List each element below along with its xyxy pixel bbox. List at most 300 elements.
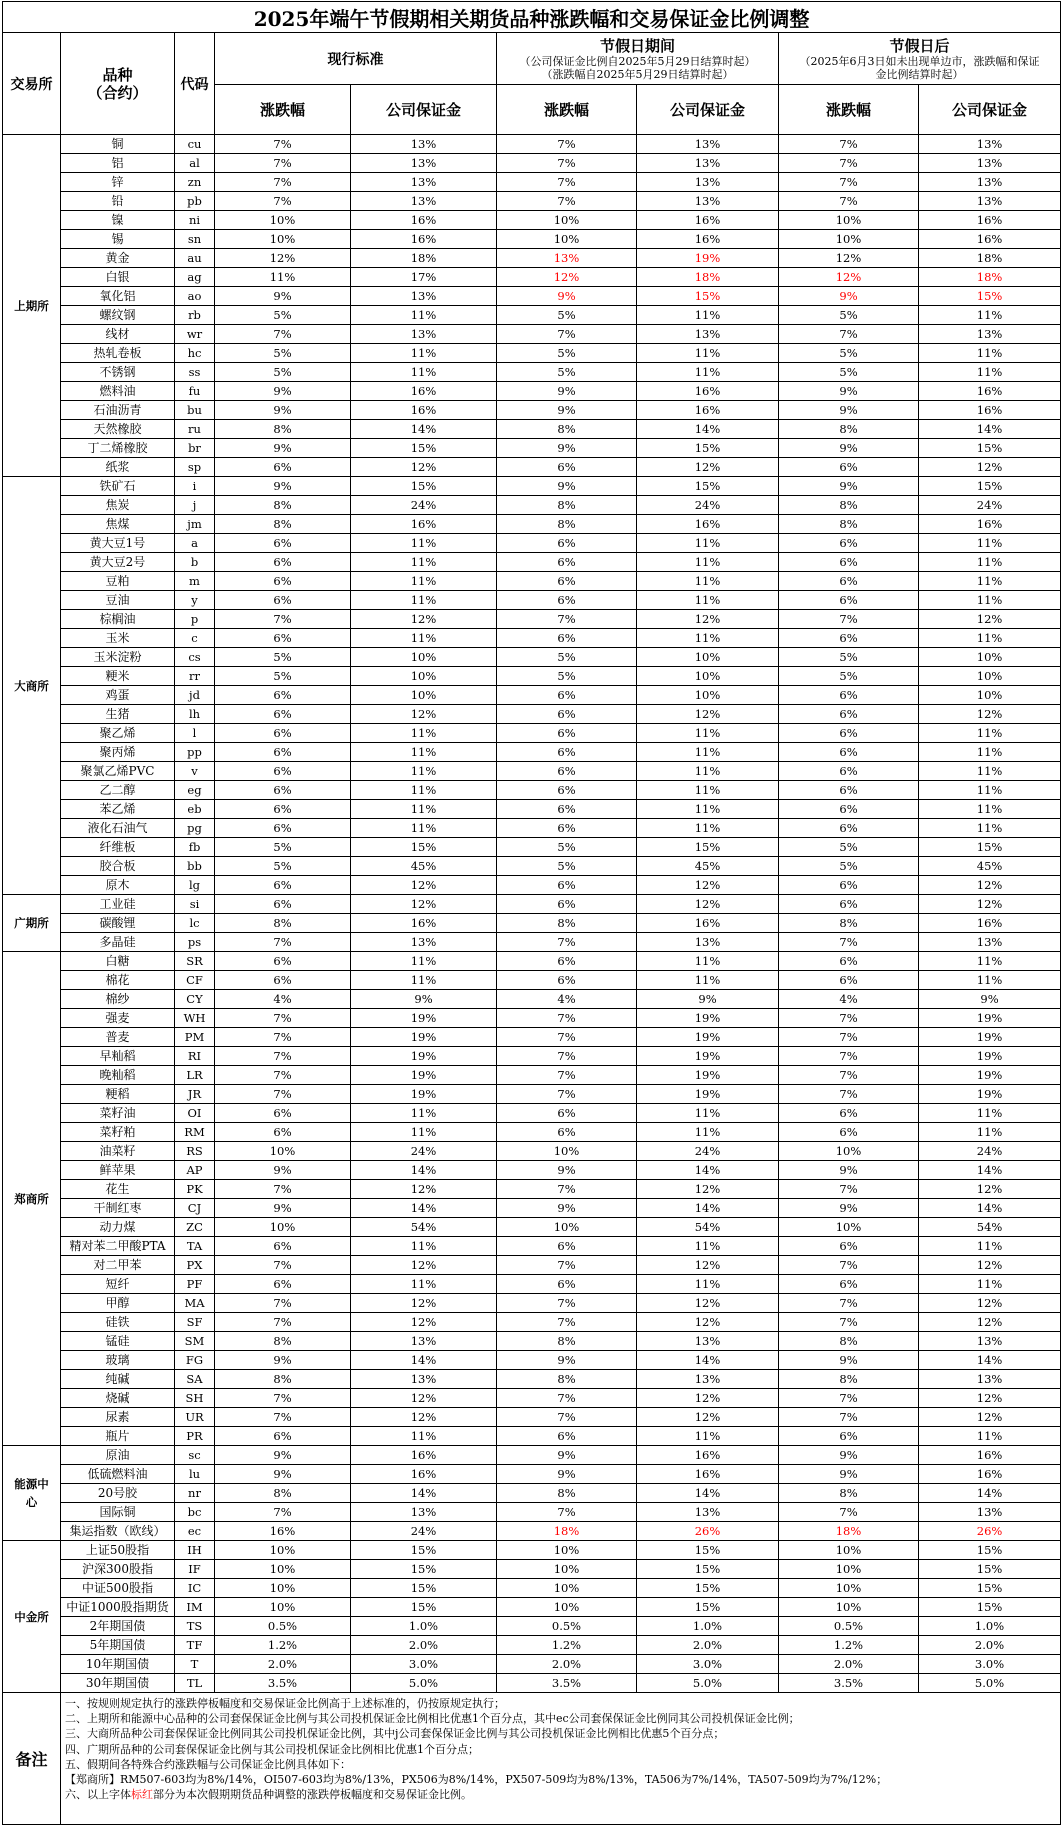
current-limit-cell: 5% [215, 648, 351, 667]
current-limit-cell: 10% [215, 1142, 351, 1161]
holiday-limit-cell: 3.5% [497, 1674, 637, 1693]
variety-code: ZC [175, 1218, 215, 1237]
holiday-margin-cell: 11% [637, 591, 779, 610]
header-current-margin: 公司保证金 [351, 85, 497, 135]
note-line: 【郑商所】RM507-603均为8%/14%，OI507-603均为8%/13%，PX506为8%/14%，PX507-509均为8%/13%，TA506为7%/14%，TA507-509均为7%/12%； [65, 1773, 888, 1787]
after-margin-cell: 15% [919, 1541, 1061, 1560]
variety-name: 30年期国债 [61, 1674, 175, 1693]
holiday-limit-cell: 5% [497, 857, 637, 876]
current-limit-cell: 7% [215, 1066, 351, 1085]
after-limit-cell: 7% [779, 1047, 919, 1066]
variety-code: m [175, 572, 215, 591]
current-margin-cell: 11% [351, 971, 497, 990]
variety-code: JR [175, 1085, 215, 1104]
current-limit-cell: 8% [215, 496, 351, 515]
current-limit-cell: 10% [215, 1579, 351, 1598]
after-limit-cell: 10% [779, 1218, 919, 1237]
variety-code: RI [175, 1047, 215, 1066]
holiday-margin-cell: 15% [637, 1560, 779, 1579]
table-row [3, 705, 1061, 724]
current-limit-cell: 8% [215, 420, 351, 439]
variety-name: 白银 [61, 268, 175, 287]
header-after-note2: 金比例结算时起） [875, 67, 964, 81]
after-margin-cell: 11% [919, 971, 1061, 990]
variety-name: 20号胶 [61, 1484, 175, 1503]
after-limit-cell: 7% [779, 1294, 919, 1313]
holiday-limit-cell: 6% [497, 952, 637, 971]
variety-name: 花生 [61, 1180, 175, 1199]
variety-code: zn [175, 173, 215, 192]
variety-name: 锡 [61, 230, 175, 249]
after-limit-cell: 9% [779, 401, 919, 420]
header-current-limit: 涨跌幅 [215, 85, 351, 135]
current-limit-cell: 7% [215, 610, 351, 629]
holiday-margin-cell: 12% [637, 1389, 779, 1408]
after-margin-cell: 11% [919, 743, 1061, 762]
current-margin-cell: 12% [351, 1256, 497, 1275]
holiday-limit-cell: 10% [497, 1218, 637, 1237]
current-limit-cell: 6% [215, 1237, 351, 1256]
after-margin-cell: 5.0% [919, 1674, 1061, 1693]
holiday-limit-cell: 9% [497, 439, 637, 458]
after-margin-cell: 12% [919, 895, 1061, 914]
table-row [3, 781, 1061, 800]
variety-name: 铜 [61, 135, 175, 154]
after-limit-cell: 7% [779, 933, 919, 952]
variety-code: eb [175, 800, 215, 819]
variety-code: i [175, 477, 215, 496]
holiday-margin-cell: 15% [637, 1579, 779, 1598]
after-margin-cell: 19% [919, 1028, 1061, 1047]
variety-code: pg [175, 819, 215, 838]
current-margin-cell: 11% [351, 743, 497, 762]
current-margin-cell: 16% [351, 914, 497, 933]
variety-code: SF [175, 1313, 215, 1332]
after-limit-cell: 5% [779, 667, 919, 686]
holiday-limit-cell: 8% [497, 1370, 637, 1389]
table-row [3, 1541, 1061, 1560]
current-limit-cell: 10% [215, 1218, 351, 1237]
table-row [3, 1180, 1061, 1199]
variety-code: CF [175, 971, 215, 990]
holiday-limit-cell: 6% [497, 629, 637, 648]
variety-name: 纯碱 [61, 1370, 175, 1389]
table-row [3, 724, 1061, 743]
current-limit-cell: 6% [215, 1427, 351, 1446]
current-margin-cell: 11% [351, 591, 497, 610]
after-limit-cell: 10% [779, 1598, 919, 1617]
table-row [3, 629, 1061, 648]
holiday-limit-cell: 7% [497, 1503, 637, 1522]
current-margin-cell: 10% [351, 667, 497, 686]
variety-code: T [175, 1655, 215, 1674]
current-limit-cell: 7% [215, 154, 351, 173]
holiday-limit-cell: 7% [497, 1047, 637, 1066]
current-margin-cell: 16% [351, 211, 497, 230]
table-row [3, 192, 1061, 211]
current-limit-cell: 10% [215, 1560, 351, 1579]
table-row [3, 382, 1061, 401]
holiday-limit-cell: 6% [497, 743, 637, 762]
holiday-margin-cell: 24% [637, 1142, 779, 1161]
header-variety-label: 品种 [102, 65, 133, 84]
current-limit-cell: 7% [215, 1180, 351, 1199]
current-margin-cell: 11% [351, 800, 497, 819]
holiday-margin-cell: 14% [637, 1484, 779, 1503]
holiday-margin-cell: 11% [637, 800, 779, 819]
variety-name: 纤维板 [61, 838, 175, 857]
current-margin-cell: 13% [351, 135, 497, 154]
variety-code: PF [175, 1275, 215, 1294]
holiday-limit-cell: 12% [497, 268, 637, 287]
table-row [3, 401, 1061, 420]
current-limit-cell: 1.2% [215, 1636, 351, 1655]
current-limit-cell: 6% [215, 895, 351, 914]
variety-name: 白糖 [61, 952, 175, 971]
current-margin-cell: 19% [351, 1047, 497, 1066]
after-limit-cell: 9% [779, 287, 919, 306]
variety-code: lg [175, 876, 215, 895]
after-margin-cell: 19% [919, 1085, 1061, 1104]
after-limit-cell: 8% [779, 1332, 919, 1351]
after-margin-cell: 3.0% [919, 1655, 1061, 1674]
after-margin-cell: 15% [919, 477, 1061, 496]
variety-name: 玻璃 [61, 1351, 175, 1370]
current-margin-cell: 12% [351, 1313, 497, 1332]
variety-name: 乙二醇 [61, 781, 175, 800]
after-margin-cell: 11% [919, 534, 1061, 553]
holiday-limit-cell: 9% [497, 1199, 637, 1218]
holiday-limit-cell: 7% [497, 1180, 637, 1199]
exchange-name: 广期所 [3, 895, 61, 952]
holiday-margin-cell: 19% [637, 1066, 779, 1085]
after-margin-cell: 24% [919, 496, 1061, 515]
after-margin-cell: 26% [919, 1522, 1061, 1541]
variety-code: b [175, 553, 215, 572]
header-exchange: 交易所 [3, 33, 61, 135]
table-row [3, 496, 1061, 515]
holiday-margin-cell: 11% [637, 762, 779, 781]
holiday-margin-cell: 11% [637, 952, 779, 971]
after-limit-cell: 8% [779, 1370, 919, 1389]
current-margin-cell: 16% [351, 382, 497, 401]
current-limit-cell: 6% [215, 819, 351, 838]
after-margin-cell: 13% [919, 135, 1061, 154]
current-limit-cell: 6% [215, 781, 351, 800]
header-after [779, 33, 1061, 85]
variety-name: 集运指数（欧线） [61, 1522, 175, 1541]
after-margin-cell: 16% [919, 1446, 1061, 1465]
current-margin-cell: 11% [351, 344, 497, 363]
after-limit-cell: 6% [779, 553, 919, 572]
after-margin-cell: 19% [919, 1009, 1061, 1028]
current-margin-cell: 12% [351, 1408, 497, 1427]
table-row [3, 154, 1061, 173]
holiday-limit-cell: 6% [497, 1123, 637, 1142]
current-margin-cell: 18% [351, 249, 497, 268]
variety-code: fu [175, 382, 215, 401]
current-limit-cell: 5% [215, 306, 351, 325]
current-margin-cell: 14% [351, 1351, 497, 1370]
variety-name: 棕榈油 [61, 610, 175, 629]
current-limit-cell: 6% [215, 1123, 351, 1142]
variety-name: 苯乙烯 [61, 800, 175, 819]
after-margin-cell: 13% [919, 1503, 1061, 1522]
after-margin-cell: 1.0% [919, 1617, 1061, 1636]
table-row [3, 1047, 1061, 1066]
holiday-limit-cell: 8% [497, 1332, 637, 1351]
variety-code: al [175, 154, 215, 173]
current-margin-cell: 15% [351, 1598, 497, 1617]
after-limit-cell: 7% [779, 610, 919, 629]
table-row [3, 952, 1061, 971]
header-holiday-note1: （公司保证金比例自2025年5月29日结算时起） [519, 54, 756, 68]
after-margin-cell: 9% [919, 990, 1061, 1009]
after-limit-cell: 6% [779, 629, 919, 648]
holiday-limit-cell: 7% [497, 1408, 637, 1427]
holiday-limit-cell: 6% [497, 591, 637, 610]
holiday-limit-cell: 8% [497, 515, 637, 534]
after-margin-cell: 11% [919, 591, 1061, 610]
variety-name: 粳米 [61, 667, 175, 686]
holiday-margin-cell: 16% [637, 401, 779, 420]
variety-code: TA [175, 1237, 215, 1256]
table-row [3, 933, 1061, 952]
after-margin-cell: 12% [919, 705, 1061, 724]
holiday-limit-cell: 7% [497, 1256, 637, 1275]
current-margin-cell: 24% [351, 496, 497, 515]
current-limit-cell: 6% [215, 591, 351, 610]
after-margin-cell: 11% [919, 1237, 1061, 1256]
variety-name: 天然橡胶 [61, 420, 175, 439]
holiday-limit-cell: 13% [497, 249, 637, 268]
after-limit-cell: 6% [779, 895, 919, 914]
current-limit-cell: 10% [215, 1541, 351, 1560]
holiday-margin-cell: 11% [637, 306, 779, 325]
table-row [3, 1085, 1061, 1104]
current-limit-cell: 9% [215, 401, 351, 420]
holiday-margin-cell: 16% [637, 515, 779, 534]
after-limit-cell: 5% [779, 838, 919, 857]
after-limit-cell: 0.5% [779, 1617, 919, 1636]
after-margin-cell: 16% [919, 401, 1061, 420]
holiday-margin-cell: 13% [637, 1370, 779, 1389]
after-margin-cell: 14% [919, 1199, 1061, 1218]
after-limit-cell: 8% [779, 914, 919, 933]
after-limit-cell: 6% [779, 1427, 919, 1446]
current-margin-cell: 12% [351, 1180, 497, 1199]
after-margin-cell: 14% [919, 1351, 1061, 1370]
holiday-limit-cell: 6% [497, 1104, 637, 1123]
variety-code: br [175, 439, 215, 458]
holiday-margin-cell: 11% [637, 534, 779, 553]
variety-name: 晚籼稻 [61, 1066, 175, 1085]
holiday-margin-cell: 5.0% [637, 1674, 779, 1693]
after-margin-cell: 13% [919, 173, 1061, 192]
holiday-limit-cell: 6% [497, 971, 637, 990]
after-limit-cell: 9% [779, 382, 919, 401]
variety-code: TL [175, 1674, 215, 1693]
variety-name: 尿素 [61, 1408, 175, 1427]
holiday-margin-cell: 12% [637, 1408, 779, 1427]
current-limit-cell: 7% [215, 1294, 351, 1313]
variety-name: 上证50股指 [61, 1541, 175, 1560]
after-limit-cell: 6% [779, 781, 919, 800]
table-row [3, 591, 1061, 610]
current-limit-cell: 8% [215, 1484, 351, 1503]
variety-name: 胶合板 [61, 857, 175, 876]
notes-label: 备注 [3, 1693, 61, 1825]
current-margin-cell: 11% [351, 363, 497, 382]
current-limit-cell: 9% [215, 1351, 351, 1370]
variety-name: 不锈钢 [61, 363, 175, 382]
current-margin-cell: 19% [351, 1066, 497, 1085]
current-margin-cell: 11% [351, 1123, 497, 1142]
holiday-margin-cell: 11% [637, 1427, 779, 1446]
after-margin-cell: 10% [919, 648, 1061, 667]
after-limit-cell: 7% [779, 325, 919, 344]
current-limit-cell: 7% [215, 1408, 351, 1427]
variety-name: 生猪 [61, 705, 175, 724]
holiday-margin-cell: 16% [637, 211, 779, 230]
variety-code: l [175, 724, 215, 743]
variety-name: 液化石油气 [61, 819, 175, 838]
variety-name: 油菜籽 [61, 1142, 175, 1161]
variety-code: bc [175, 1503, 215, 1522]
current-margin-cell: 12% [351, 1389, 497, 1408]
holiday-limit-cell: 7% [497, 1009, 637, 1028]
after-limit-cell: 10% [779, 1560, 919, 1579]
after-margin-cell: 12% [919, 458, 1061, 477]
table-row [3, 1655, 1061, 1674]
after-margin-cell: 11% [919, 1275, 1061, 1294]
variety-code: sn [175, 230, 215, 249]
table-row [3, 1332, 1061, 1351]
after-limit-cell: 9% [779, 1161, 919, 1180]
variety-code: SH [175, 1389, 215, 1408]
variety-code: RM [175, 1123, 215, 1142]
current-limit-cell: 7% [215, 1028, 351, 1047]
current-limit-cell: 8% [215, 914, 351, 933]
current-margin-cell: 13% [351, 173, 497, 192]
after-limit-cell: 6% [779, 572, 919, 591]
table-row [3, 1636, 1061, 1655]
variety-code: WH [175, 1009, 215, 1028]
after-margin-cell: 15% [919, 1560, 1061, 1579]
current-limit-cell: 6% [215, 971, 351, 990]
holiday-limit-cell: 9% [497, 382, 637, 401]
variety-name: 低硫燃料油 [61, 1465, 175, 1484]
after-limit-cell: 8% [779, 420, 919, 439]
variety-name: 聚乙烯 [61, 724, 175, 743]
variety-code: ao [175, 287, 215, 306]
current-limit-cell: 12% [215, 249, 351, 268]
holiday-limit-cell: 5% [497, 667, 637, 686]
after-margin-cell: 45% [919, 857, 1061, 876]
holiday-margin-cell: 11% [637, 743, 779, 762]
current-margin-cell: 12% [351, 458, 497, 477]
current-margin-cell: 15% [351, 439, 497, 458]
current-margin-cell: 19% [351, 1085, 497, 1104]
holiday-limit-cell: 8% [497, 496, 637, 515]
holiday-margin-cell: 3.0% [637, 1655, 779, 1674]
after-limit-cell: 5% [779, 306, 919, 325]
variety-name: 沪深300股指 [61, 1560, 175, 1579]
notes-content [61, 1693, 1061, 1825]
current-limit-cell: 7% [215, 135, 351, 154]
after-margin-cell: 2.0% [919, 1636, 1061, 1655]
current-margin-cell: 10% [351, 686, 497, 705]
current-margin-cell: 11% [351, 553, 497, 572]
current-margin-cell: 45% [351, 857, 497, 876]
current-margin-cell: 14% [351, 1199, 497, 1218]
table-row [3, 211, 1061, 230]
table-row [3, 895, 1061, 914]
after-margin-cell: 15% [919, 439, 1061, 458]
variety-code: TF [175, 1636, 215, 1655]
holiday-margin-cell: 13% [637, 192, 779, 211]
holiday-limit-cell: 10% [497, 211, 637, 230]
table-row [3, 325, 1061, 344]
variety-code: fb [175, 838, 215, 857]
holiday-limit-cell: 7% [497, 610, 637, 629]
current-limit-cell: 8% [215, 515, 351, 534]
variety-name: 燃料油 [61, 382, 175, 401]
variety-code: ag [175, 268, 215, 287]
after-margin-cell: 16% [919, 515, 1061, 534]
holiday-margin-cell: 13% [637, 135, 779, 154]
after-limit-cell: 12% [779, 268, 919, 287]
holiday-limit-cell: 5% [497, 838, 637, 857]
current-limit-cell: 7% [215, 325, 351, 344]
table-row [3, 876, 1061, 895]
holiday-margin-cell: 54% [637, 1218, 779, 1237]
variety-name: 烧碱 [61, 1389, 175, 1408]
variety-name: 焦煤 [61, 515, 175, 534]
after-limit-cell: 7% [779, 192, 919, 211]
current-margin-cell: 15% [351, 1560, 497, 1579]
table-row [3, 1256, 1061, 1275]
holiday-limit-cell: 7% [497, 1313, 637, 1332]
current-margin-cell: 15% [351, 838, 497, 857]
after-margin-cell: 12% [919, 1256, 1061, 1275]
after-limit-cell: 7% [779, 1180, 919, 1199]
variety-name: 中证1000股指期货 [61, 1598, 175, 1617]
after-limit-cell: 10% [779, 1142, 919, 1161]
variety-name: 动力煤 [61, 1218, 175, 1237]
variety-name: 锌 [61, 173, 175, 192]
after-limit-cell: 6% [779, 534, 919, 553]
current-limit-cell: 8% [215, 1370, 351, 1389]
holiday-margin-cell: 11% [637, 344, 779, 363]
holiday-limit-cell: 0.5% [497, 1617, 637, 1636]
current-margin-cell: 19% [351, 1028, 497, 1047]
holiday-limit-cell: 9% [497, 477, 637, 496]
table-row [3, 1408, 1061, 1427]
after-margin-cell: 15% [919, 1598, 1061, 1617]
table-row [3, 1617, 1061, 1636]
header-after-margin: 公司保证金 [919, 85, 1061, 135]
variety-name: 中证500股指 [61, 1579, 175, 1598]
holiday-limit-cell: 6% [497, 781, 637, 800]
holiday-limit-cell: 6% [497, 686, 637, 705]
holiday-margin-cell: 11% [637, 1123, 779, 1142]
after-margin-cell: 14% [919, 1161, 1061, 1180]
after-limit-cell: 12% [779, 249, 919, 268]
current-margin-cell: 24% [351, 1522, 497, 1541]
holiday-limit-cell: 10% [497, 1541, 637, 1560]
holiday-margin-cell: 10% [637, 686, 779, 705]
